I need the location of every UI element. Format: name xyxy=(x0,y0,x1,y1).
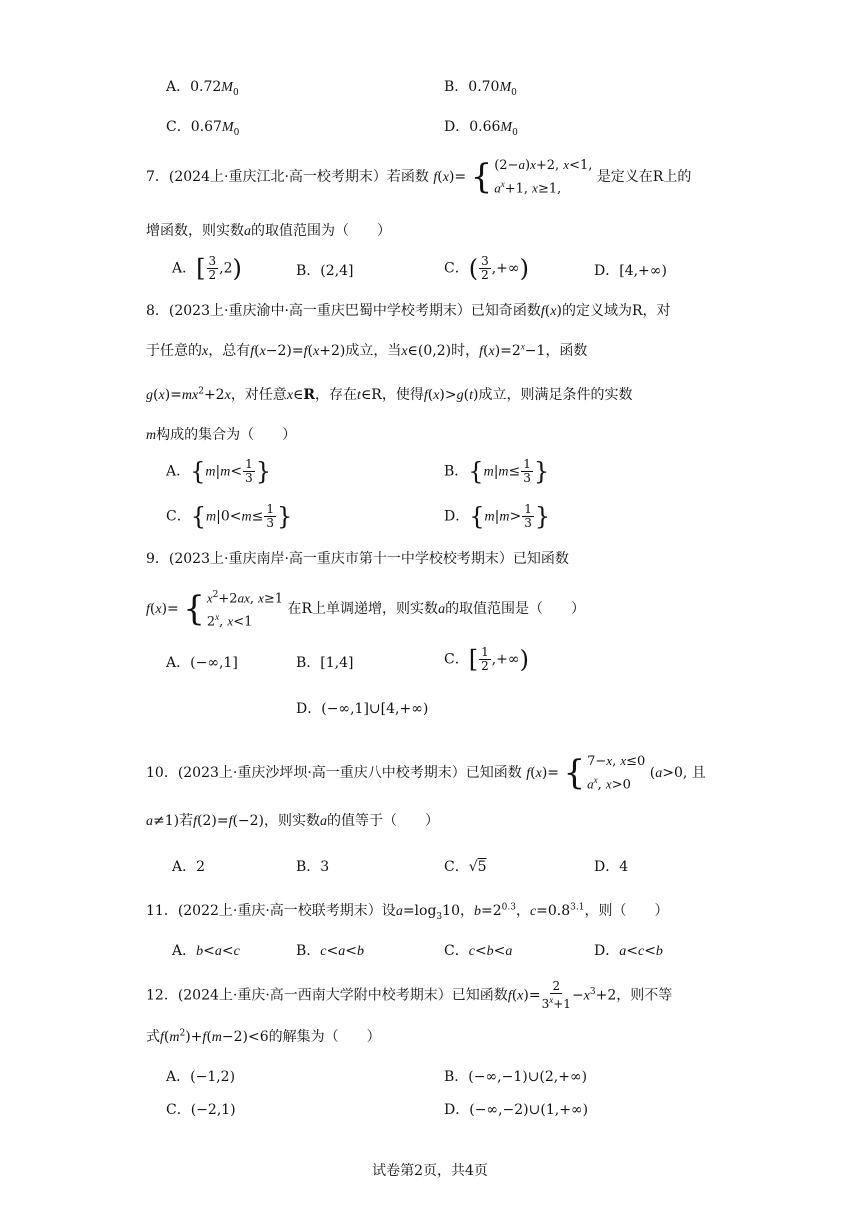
option-d: D．$0.66M_0$ xyxy=(444,119,518,138)
question-9: 9．(2023上·重庆南岸·高一重庆市第十一中学校校考期末）已知函数 xyxy=(146,551,569,567)
q9-option-d: D．(−∞,1]∪[4,+∞) xyxy=(296,701,429,717)
q11-option-a: A．b<a<c xyxy=(172,943,240,959)
question-8: 8．(2023上·重庆渝中·高一重庆巴蜀中学校考期末）已知奇函数f(x)的定义域为R，对 xyxy=(146,303,671,319)
q8-option-b: B．{m|m≤ $\frac{1}{3}$ } xyxy=(444,457,550,486)
piecewise-function: { 7−x, x≤0 $a^x$, x>0 xyxy=(563,753,646,794)
q12-option-b: B．(−∞,−1)∪(2,+∞) xyxy=(444,1069,588,1085)
q10-option-c: C．√5 xyxy=(444,859,487,875)
q10-option-d: D．4 xyxy=(594,859,629,875)
q8-option-d: D．{m|m> $\frac{1}{3}$ } xyxy=(444,502,551,531)
question-8-line4: m构成的集合为（ ） xyxy=(146,427,297,443)
q11-option-d: D．a<c<b xyxy=(594,943,663,959)
question-9-line2: f(x)= { $x^2+2ax$, x≥1 2$^x$, x<1 在R上单调递增，则实数a的取值范围是（ ） xyxy=(146,586,585,632)
q9-option-b: B．[1,4] xyxy=(296,655,354,671)
question-11: 11．(2022上·重庆·高一校联考期末）设$a=\log_310$，$b=2^{0.3}$，$c=0.8^{3.1}$，则（ ） xyxy=(146,902,669,922)
q8-option-a: A．{m|m< $\frac{1}{3}$ } xyxy=(166,457,272,486)
piecewise-function: { $x^2+2ax$, x≥1 2$^x$, x<1 xyxy=(183,588,284,630)
question-8-line2: 于任意的x，总有f(x−2)=f(x+2)成立，当x∈(0,2)时，$f(x)=2^x-1$，函数 xyxy=(146,341,588,359)
option-c: C．$0.67M_0$ xyxy=(166,119,240,138)
q12-option-a: A．(−1,2) xyxy=(166,1069,236,1085)
q7-option-a: A．[ $\frac{3}{2}$ ,2) xyxy=(172,254,242,283)
q7-option-c: C．( $\frac{3}{2}$ ,+∞) xyxy=(444,254,529,283)
question-7-line2: 增函数，则实数a的取值范围为（ ） xyxy=(146,223,391,239)
q11-option-b: B．c<a<b xyxy=(296,943,364,959)
option-a: A．$0.72M_0$ xyxy=(166,79,239,98)
page-footer: 试卷第2页，共4页 xyxy=(372,1163,488,1179)
question-8-line3: $g(x)=mx^2+2x$，对任意x∈R，存在t∈R，使得f(x)>g(t)成立，则满足条件的实数 xyxy=(146,386,633,403)
q9-option-c: C．[ $\frac{1}{2}$ ,+∞) xyxy=(444,645,529,674)
question-10-line2: a≠1)若f(2)=f(−2)，则实数a的值等于（ ） xyxy=(146,813,440,829)
q12-option-d: D．(−∞,−2)∪(1,+∞) xyxy=(444,1102,589,1118)
q8-option-c: C．{m|0<m≤ $\frac{1}{3}$ } xyxy=(166,502,293,531)
q7-option-b: B．(2,4] xyxy=(296,263,354,279)
q10-option-a: A．2 xyxy=(172,859,206,875)
question-10: 10．(2023上·重庆沙坪坝·高一重庆八中校考期末）已知函数 f(x)= { 7−x, x≤0 $a^x$, x>0 (a>0, 且 xyxy=(146,753,706,794)
q11-option-c: C．c<b<a xyxy=(444,943,513,959)
q9-option-a: A．(−∞,1] xyxy=(166,655,238,671)
q7-option-d: D．[4,+∞) xyxy=(594,263,667,279)
q12-option-c: C．(−2,1) xyxy=(166,1102,236,1118)
question-12-line2: 式$f(m^2)+f(m-2)<6$的解集为（ ） xyxy=(146,1028,381,1045)
question-12: 12．(2024上·重庆·高一西南大学附中校考期末）已知函数f(x)= $\frac{2}{3^x+1}$ $-x^3+2$，则不等 xyxy=(146,979,673,1011)
question-7: 7．(2024上·重庆江北·高一校考期末）若函数 f(x)= { (2−a)x+2, x<1, $a^x+1$, x≥1, 是定义在R上的 xyxy=(146,157,692,198)
option-b: B．$0.70M_0$ xyxy=(444,79,517,98)
q10-option-b: B．3 xyxy=(296,859,330,875)
piecewise-function: { (2−a)x+2, x<1, $a^x+1$, x≥1, xyxy=(470,157,593,198)
